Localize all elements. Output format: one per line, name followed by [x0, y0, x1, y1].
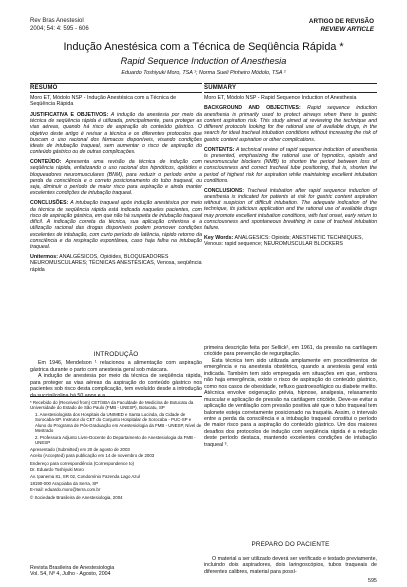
resumo-conclusoes [30, 200, 202, 250]
page-footer [30, 565, 114, 578]
footer-volume: Vol. 54, Nº 4, Julho - Agosto, 2004 [30, 571, 111, 578]
footnote-author-2: 2. Professora Adjunto Livre-Docente do Departamento de Anestesiologia da FMB - UNESP [35, 434, 196, 446]
footnote-divider [30, 396, 202, 397]
footnote-correspondence-email: E-mail: eduardo.moro@terra.com.br [30, 487, 101, 493]
right-body-paragraph-1: primeira descrição feita por Sellick², em 1961, da pressão na cartilagem cricóide para prevenção de regurgitação. [204, 345, 377, 358]
journal-name: Rev Bras Anestesiol [30, 18, 84, 24]
summary-background-text: Rapid sequence induction anesthesia is primarily used to protect airways when there is gastric content aspiration risk. This study aimed at reviewing the technique and different protocols looking for the rational use of available drugs, in the search for ideal tracheal intubation conditions without increasing the risk of gastric content aspiration or other complications. [204, 105, 377, 143]
resumo-justificativa-text: A indução da anestesia por meio da técnica de seqüência rápida é utilizada, principalmente, para proteger as vias aéreas, quando há risco de aspiração do conteúdo gástrico. O objetivo deste artigo é revisar a técnica e os diferentes protocolos que buscam o uso racional dos fármacos disponíveis, visando condições ideais de intubação traqueal, sem aumentar o risco de aspiração do conteúdo gástrico ou de outras complicações. [30, 111, 202, 156]
resumo-conclusoes-label: CONCLUSÕES: [30, 200, 69, 207]
article-type-en: REVIEW ARTICLE [320, 25, 374, 33]
summary-contents-label: CONTENTS: [204, 146, 235, 153]
introduction-paragraph-2: A indução de anestesia por meio da técnica de seqüência rápida, para proteger as vias aéreas da aspiração do conteúdo gástrico nos pacientes sob risco desta complicação, tem evoluído desde a introdução da succinilcolina há 50 anos e a [30, 373, 202, 399]
journal-reference [30, 18, 89, 33]
resumo-section [30, 83, 202, 273]
summary-keywords-label: Key Words: [204, 234, 234, 241]
summary-conclusions-label: CONCLUSIONS: [204, 187, 245, 194]
resumo-conteudo [30, 159, 202, 197]
introduction-section [30, 352, 202, 399]
patient-preparation-text: O material a ser utilizado deverá ser verificado e testado previamente, incluindo dois aspiradores, dois laringoscópios, tubos traqueais de diferentes calibres, material para possí- [204, 556, 377, 575]
resumo-conteudo-label: CONTEÚDO: [30, 159, 62, 166]
footnote-correspondence-name: Dr. Eduardo Toshiyuki Moro [30, 467, 84, 473]
footnote-correspondence-address: Av. Ipanema 81, SR 02, Condomínio Fazenda Lago Azul [30, 474, 140, 479]
page-number: 595 [368, 578, 377, 584]
footnote-accepted: Aceito (Accepted) para publicação em 14 de novembro de 2003 [30, 453, 155, 459]
summary-reference: Moro ET, Módolo NSP - Rapid Sequence Induction of Anesthesia [204, 95, 357, 101]
article-title-portuguese: Indução Anestésica com a Técnica de Seqüência Rápida * [63, 41, 344, 53]
summary-body [204, 105, 377, 231]
summary-conclusions [204, 188, 377, 232]
footnote-correspondence-label: Endereço para correspondência (Correspondence to) [30, 460, 134, 466]
footer-journal-name: Revista Brasileira de Anestesiologia [30, 565, 115, 571]
summary-conclusions-text: Tracheal intubation after rapid sequence induction of anesthesia is indicated for patients at risk for gastric content aspiration without suspicion of difficult intubation. The adequate indication of the technique, its judicious application and the rational use of available drugs may promote excellent intubation conditions, with fast onset, early return to consciousness and spontaneous breathing in case of tracheal intubation failure. [204, 187, 377, 232]
resumo-conclusoes-text: A intubação traqueal após indução anestésica por meio da técnica de seqüência rápida está indicada naqueles pacientes, com risco de aspiração gástrica, em que não há suspeita de intubação traqueal difícil. A indicação correta da técnica, sua aplicação criteriosa e a utilização racional das drogas disponíveis podem promover condições excelentes de intubação, com curto período de latência, rápido retorno da consciência e da respiração espontânea, caso haja falha na intubação traqueal. [30, 200, 203, 250]
footnotes [30, 396, 202, 501]
resumo-justificativa-label: JUSTIFICATIVA E OBJETIVOS: [30, 111, 109, 118]
footnote-author-1: 1. Anestesiologista dos Hospitais da UNIMED e Santa Lucinda, da Cidade de Sorocaba-SP. Instrutor do CET do Conjunto Hospitalar de Sorocaba - PUC-SP e Aluno do Programa de Pós-Graduação em Anestesiologia da FMB - UNESP, Nível de Mestrado [35, 412, 202, 434]
summary-keywords [204, 235, 377, 248]
resumo-keywords-label: Unitermos: [30, 253, 58, 260]
footnote-received: * Recebido do (Received from) CET/SBA da Faculdade de Medicina de Botucatu da Universidade do Estado de São Paulo (FMB - UNESP), Botucatu, SP [30, 400, 194, 411]
resumo-justificativa [30, 112, 202, 156]
resumo-keywords-text: ANALGÉSICOS, Opióides, BLOQUEADORES NEUROMUSCULARES; TÉCNICAS ANESTÉSICAS, Venosa, seqüência rápida [30, 253, 202, 273]
summary-heading: SUMMARY [204, 83, 377, 93]
article-type-pt: ARTIGO DE REVISÃO [308, 18, 374, 25]
summary-section [204, 83, 377, 248]
summary-background [204, 105, 377, 143]
resumo-heading: RESUMO [30, 83, 202, 93]
footnote-submitted: Apresentado (Submitted) em 20 de agosto de 2003 [30, 446, 130, 452]
patient-preparation-heading: PREPARO DO PACIENTE [251, 541, 330, 548]
journal-volume: 2004; 54: 4: 595 - 606 [30, 25, 89, 32]
introduction-heading: INTRODUÇÃO [93, 351, 139, 358]
summary-keywords-text: ANALGESICS: Opioids; ANESTHETIC TECHNIQUES, Venous: rapid sequence; NEUROMUSCULAR BLOCKERS [204, 234, 364, 248]
resumo-reference: Moro ET, Módolo NSP - Indução Anestésica com a Técnica de Seqüência Rápida [30, 95, 177, 108]
article-type [309, 18, 374, 33]
right-body-paragraph-2: Esta técnica tem sido utilizada amplamente em procedimentos de emergência e na anestesia obstétrica, quando a anestesia geral está indicada. Também tem sido empregada em situações em que, embora não haja emergência, existe o risco de aspiração do conteúdo gástrico, como nos casos de obesidade, refluxo gastroesofágico ou diabete melito. Atécnica envolve oxigenação prévia, hipnose, analgesia, relaxamento muscular e aplicação de pressão na cartilagem cricóide. Deve-se evitar a aplicação de ventilação com pressão positiva até que o tubo traqueal tem balonete esteja corretamente posicionado na traquéia. Assim, o intervalo entre a perda da consciência e a intubação traqueal constitui o período de maior risco para a aspiração do conteúdo gástrico. Um dos maiores desafios dos protocolos de indução com seqüência rápida é a redução deste período destaca, mantendo excelentes condições de intubação traqueal ³. [204, 357, 377, 448]
authors-line: Eduardo Toshiyuki Moro, TSA ¹; Norma Sueli Pinheiro Módolo, TSA ² [121, 70, 286, 76]
resumo-conteudo-text: Apresenta uma revisão da técnica de indução com seqüência rápida, enfatizando o uso racional dos hipnóticos, opióides e bloqueadores neuromusculares (BNM), para reduzir o período entre a perda da consciência e o correto posicionamento do tubo traqueal, ou seja, diminuir o período de maior risco para aspiração e ainda manter excelentes condições de intubação traqueal. [30, 159, 203, 197]
summary-contents [204, 147, 377, 185]
summary-contents-text: A technical review of rapid sequence induction of anesthesia is presented, emphasizing the rational use of hypnotics, opioids and neuromuscular blockers (NMB) to shorten the period between loss of consciousness and correct tracheal tube positioning, that is, shorten the period of highest risk for aspiration while maintaining excellent intubation conditions. [204, 146, 377, 184]
footnote-correspondence-city: 18190-000 Araçoiaba da Serra, SP [30, 480, 99, 486]
introduction-paragraph-1: Em 1946, Mendelson ¹ relacionou a alimentação com aspiração gástrica durante o parto com anestesia geral sob máscara. [30, 360, 202, 373]
resumo-keywords [30, 254, 202, 273]
summary-background-label: BACKGROUND AND OBJECTIVES: [204, 105, 301, 112]
resumo-body [30, 112, 202, 250]
right-body-column [204, 345, 377, 448]
footnote-copyright: © Sociedade Brasileira de Anestesiologia, 2004 [30, 494, 123, 500]
article-title-english: Rapid Sequence Induction of Anesthesia [120, 56, 287, 66]
